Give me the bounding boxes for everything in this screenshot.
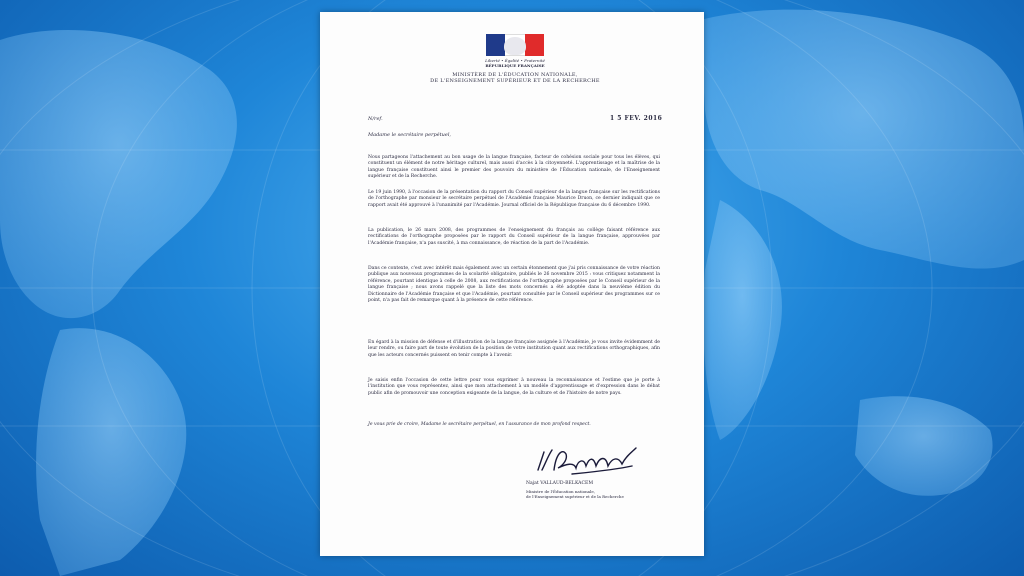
closing-line: Je vous prie de croire, Madame le secrétaire perpétuel, en l'assurance de mon profond respect.	[368, 422, 591, 427]
signer-role-line-1: Ministre de l'Éducation nationale,	[526, 489, 595, 494]
signer-name: Najat VALLAUD-BELKACEM	[526, 481, 594, 486]
motto: Liberté • Égalité • Fraternité	[485, 58, 545, 63]
paragraph-1: Nous partageons l'attachement au bon usage de la langue française, facteur de cohésion sociale pour tous les élèves, qui constituent un élément de notre héritage culturel, mais aussi d'accès à la citoyenneté. L'apprentissage et la maîtrise de la langue française constituent ainsi le premier des pouvoirs du ministère de l'Éducation nationale, de l'Enseignement supérieur et de la Recherche.	[368, 155, 660, 180]
signer-role	[526, 489, 624, 499]
paragraph-5: En égard à la mission de défense et d'illustration de la langue française assignée à l'Académie, je vous invite évidemment de leur rendre, ou faire part de toute évolution de la position de votre institution quant aux rectifications orthographiques, afin que les acteurs concernés puissent en tenir compte à l'avenir.	[368, 340, 660, 358]
signer-role-line-2: de l'Enseignement supérieur et de la Recherche	[526, 494, 624, 499]
reference: N/ref.	[368, 116, 383, 122]
ministry-line-2: DE L'ENSEIGNEMENT SUPÉRIEUR ET DE LA RECHERCHE	[430, 78, 600, 84]
ministry-header	[380, 72, 650, 84]
letter-page	[320, 12, 704, 556]
marianne-logo	[486, 34, 544, 56]
republic-label: RÉPUBLIQUE FRANÇAISE	[485, 63, 545, 68]
paragraph-2: Le 19 juin 1990, à l'occasion de la présentation du rapport du Conseil supérieur de la langue française sur les rectifications de l'orthographe par monsieur le secrétaire perpétuel de l'Académie française Maurice Druon, ce dernier indiquait que ce rapport avait été approuvé à l'unanimité par l'Académie. Journal officiel de la République française du 6 décembre 1990.	[368, 190, 660, 208]
salutation: Madame le secrétaire perpétuel,	[368, 132, 452, 138]
paragraph-3: La publication, le 26 mars 2008, des programmes de l'enseignement du français au collège faisant référence aux rectifications de l'orthographe proposées par le rapport du Conseil supérieur de la langue française, approuvées par l'Académie française, n'a pas suscité, à ma connaissance, de réaction de la part de l'Académie.	[368, 228, 660, 246]
paragraph-4: Dans ce contexte, c'est avec intérêt mais également avec un certain étonnement que j'ai pris connaissance de votre réaction publique aux nouveaux programmes de la scolarité obligatoire, publiés le 26 novembre 2015 : vous critiquez notamment la référence, pourtant identique à celle de 2008, aux rectifications de l'orthographe proposées par le Conseil supérieur de la langue française ; nous avons rappelé que la liste des mots concernés a été adoptée dans la neuvième édition du Dictionnaire de l'Académie française et que l'Académie, pourtant consultée par le Conseil supérieur des programmes sur ce point, n'a pas fait de remarque quant à la présence de cette référence.	[368, 266, 660, 304]
letter-date: 1 5 FEV. 2016	[610, 115, 663, 122]
paragraph-6: Je saisis enfin l'occasion de cette lettre pour vous exprimer à nouveau la reconnaissance et l'estime que je porte à l'institution que vous représentez, ainsi que mon attachement à un modèle d'apprentissage et d'expression dans le débat public afin de promouvoir une conception exigeante de la langue, de la culture et de l'histoire de notre pays.	[368, 378, 660, 396]
signature	[532, 440, 642, 482]
ministry-line-1: MINISTÈRE DE L'ÉDUCATION NATIONALE,	[452, 72, 578, 78]
